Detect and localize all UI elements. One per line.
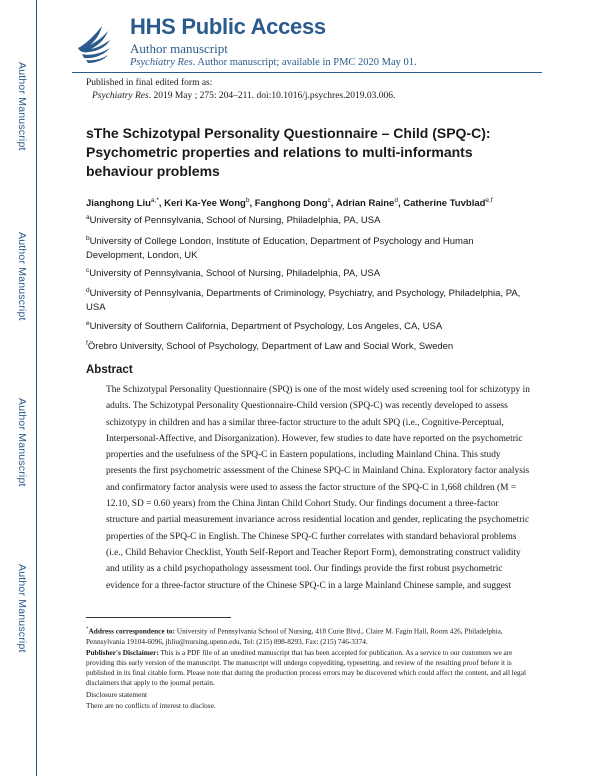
abstract-heading: Abstract — [86, 364, 133, 376]
hhs-eagle-logo-icon — [72, 18, 118, 64]
affiliation-f: $^f$Örebro University, School of Psychology, Department of Law and Social Work, Sweden — [86, 340, 454, 353]
abstract-body: The Schizotypal Personality Questionnaire (SPQ) is one of the most widely used screening tool for schizotypy in adults. The Schizotypal Personality Questionnaire-Child version (SPQ-C) was recently developed to assess schizotypy in children and has a similar three-factor structure to the adult SPQ (i.e., Cognitive-Perceptual, Interpersonal-Affective, and Disorganization). However, few studies to date have reported on the psychometric properties and the usefulness of the SPQ-C in Eastern populations, including Mainland China. This study presents the first psychometric assessment of the Chinese SPQ-C in Mainland China. Exploratory factor analysis and confirmatory factor analysis were used to assess the factor structure of the SPQ-C in 1,668 children (M = 12.10, SD = 0.60 years) from the China Jintan Child Cohort Study. Our findings document a three-factor structure and partial measurement invariance across residential location and gender, replicating the psychometric properties of the SPQ-C in English. The Chinese SPQ-C further correlates with standard behavioral problems (i.e., Child Behavior Checklist, Youth Self-Report and Teacher Report Form), demonstrating construct validity and utility as a child psychopathology assessment tool. Our findings provide the first robust psychometric evidence for a three-factor structure of the Chinese SPQ-C in a large Mainland Chinese sample, and suggest — [106, 385, 530, 591]
disclosure-heading: Disclosure statement — [86, 689, 147, 699]
paper-title: sThe Schizotypal Personality Questionnaire – Child (SPQ-C): Psychometric properties and relations to multi-informants behaviour problems — [86, 125, 491, 179]
side-label-author-manuscript: Author Manuscript — [16, 232, 28, 321]
footnote-rule — [86, 617, 231, 618]
author-list — [86, 197, 526, 209]
author-manuscript-label: Author manuscript — [130, 41, 228, 56]
author-name: Keri Ka-Yee Wong$^b$, — [164, 197, 255, 210]
author-name: Catherine Tuvblad$^{e,f}$ — [403, 197, 493, 210]
citation-line: Psychiatry Res. 2019 May ; 275: 204–211. doi:10.1016/j.psychres.2019.03.006. — [92, 91, 396, 101]
journal-availability-line: Psychiatry Res. Author manuscript; available in PMC 2020 May 01. — [130, 57, 417, 68]
side-label-author-manuscript: Author Manuscript — [16, 564, 28, 653]
margin-rule — [36, 0, 37, 776]
author-name: Fanghong Dong$^c$, — [254, 197, 336, 210]
side-label-author-manuscript: Author Manuscript — [16, 62, 28, 151]
affiliation-d: $^d$University of Pennsylvania, Departments of Criminology, Psychiatry, and Psychology, Philadelphia, PA, USA — [86, 287, 521, 313]
publisher-disclaimer: Publisher's Disclaimer: This is a PDF file of an unedited manuscript that has been accepted for publication. As a service to our customers we are providing this early version of the manuscript. The manuscript will undergo copyediting, typesetting, and review of the resulting proof before it is published in its final citable form. Please note that during the production process errors may be discovered which could affect the content, and all legal disclaimers that apply to the journal pertain. — [86, 647, 526, 688]
affiliation-e: $^e$University of Southern California, Department of Psychology, Los Angeles, CA, USA — [86, 320, 443, 333]
side-label-author-manuscript: Author Manuscript — [16, 398, 28, 487]
hhs-public-access-title: HHS Public Access — [130, 14, 326, 39]
affiliation-c: $^c$University of Pennsylvania, School of Nursing, Philadelphia, PA, USA — [86, 267, 381, 280]
affiliation-b: $^b$University of College London, Institute of Education, Department of Psychology and Human Development, London, UK — [86, 235, 474, 261]
author-name: Adrian Raine$^d$, — [335, 197, 404, 210]
footnotes — [86, 625, 536, 712]
author-name: Jianghong Liu$^{a,*}$, — [86, 197, 165, 210]
affiliation-a: $^a$University of Pennsylvania, School of Nursing, Philadelphia, PA, USA — [86, 214, 381, 227]
disclosure-text: There are no conflicts of interest to disclose. — [86, 700, 216, 710]
header-rule — [72, 72, 542, 73]
correspondence-note: *Address correspondence to: University of Pennsylvania School of Nursing, 418 Curie Blvd., Claire M. Fagin Hall, Room 426, Philadelphia, Pennsylvania 19104-6096, jhliu@nursing.upenn.edu, Tel: (215) 898-8293, Fax: (215) 746-3374. — [86, 626, 503, 646]
published-in-label: Published in final edited form as: — [86, 78, 213, 88]
